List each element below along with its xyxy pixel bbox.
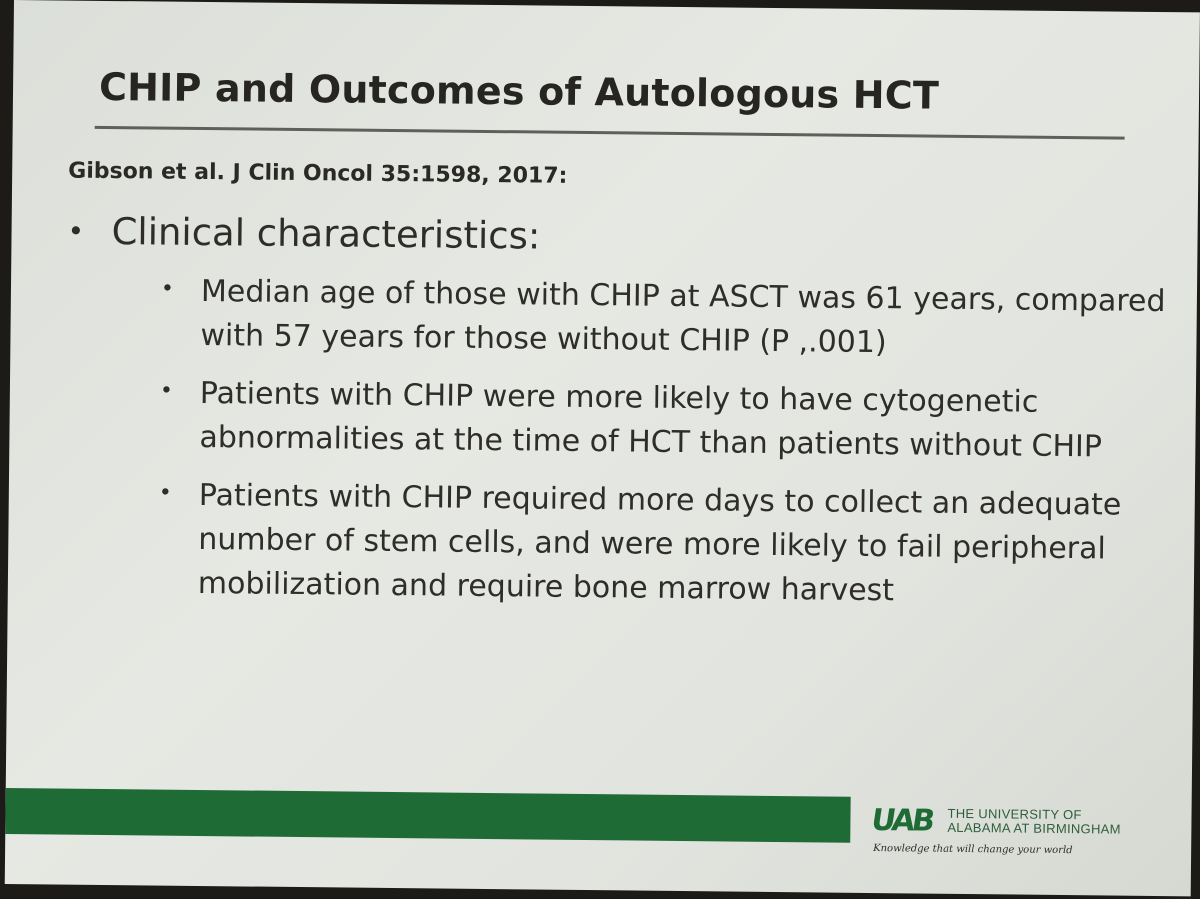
bullet-icon: • bbox=[67, 214, 85, 248]
uab-logo bbox=[868, 801, 1172, 864]
presentation-slide bbox=[5, 0, 1200, 896]
main-bullet-text: Clinical characteristics: bbox=[111, 210, 541, 258]
bullet-list bbox=[60, 209, 1164, 630]
university-name-line2: ALABAMA AT BIRMINGHAM bbox=[947, 819, 1121, 837]
logo-tagline: Knowledge that will change your world bbox=[873, 843, 1073, 857]
sub-bullet-2 bbox=[109, 371, 1190, 470]
title-underline bbox=[95, 126, 1125, 140]
sub-bullet-text: Patients with CHIP required more days to collect an adequate number of stem cells, and were more likely to fail peripheral mobilization and require bone marrow harvest bbox=[197, 477, 1122, 609]
bullet-icon: • bbox=[160, 276, 175, 302]
slide-title: CHIP and Outcomes of Autologous HCT bbox=[98, 64, 940, 118]
footer-green-bar bbox=[5, 788, 850, 843]
main-bullet bbox=[60, 209, 1164, 616]
uab-logo-mark: UAB bbox=[868, 803, 935, 839]
sub-bullet-3 bbox=[108, 473, 1189, 616]
sub-bullet-text: Median age of those with CHIP at ASCT was 61 years, compared with 57 years for those without CHIP (P ,.001) bbox=[200, 273, 1166, 361]
sub-bullet-1 bbox=[110, 269, 1191, 368]
citation-text: Gibson et al. J Clin Oncol 35:1598, 2017: bbox=[68, 158, 568, 189]
bullet-icon: • bbox=[159, 378, 174, 404]
sub-bullet-list bbox=[108, 269, 1166, 616]
bullet-icon: • bbox=[158, 480, 172, 506]
university-name-line1: THE UNIVERSITY OF bbox=[947, 805, 1082, 823]
sub-bullet-text: Patients with CHIP were more likely to have cytogenetic abnormalities at the time of HCT than patients without CHIP bbox=[199, 375, 1103, 465]
